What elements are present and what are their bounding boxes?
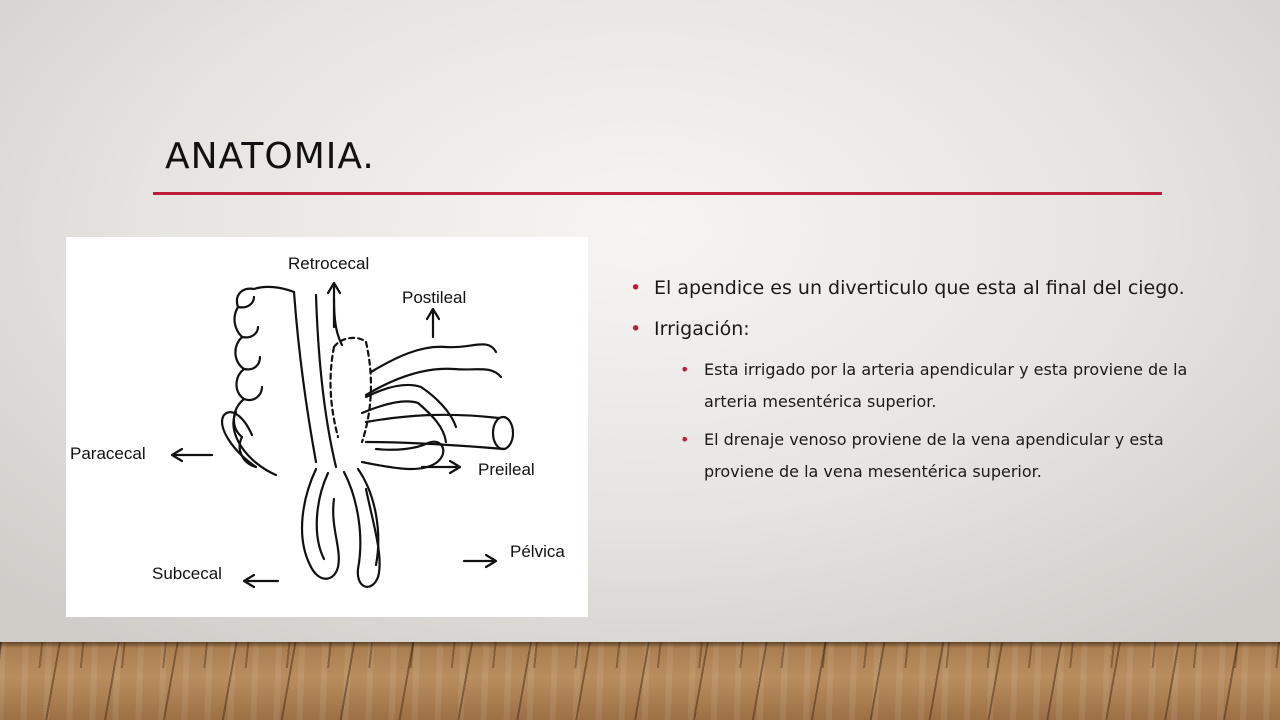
label-preileal: Preileal — [478, 460, 535, 479]
title-underline — [153, 192, 1162, 195]
content-list — [630, 272, 1190, 494]
arrow-postileal — [427, 309, 439, 337]
cecum-haustra — [238, 297, 262, 400]
sub-bullet-arteria: • Esta irrigado por la arteria apendicular y esta proviene de la arteria mesentérica superior. — [680, 354, 1190, 418]
label-pelvica: Pélvica — [510, 542, 565, 561]
label-subcecal: Subcecal — [152, 564, 222, 583]
cecum-outline — [234, 287, 294, 467]
arrow-subcecal — [244, 575, 278, 587]
ileum — [371, 344, 496, 372]
arrow-preileal — [422, 461, 460, 473]
pelvic-appendix — [344, 472, 380, 587]
label-paracecal: Paracecal — [70, 444, 146, 463]
retrocecal-appendix — [331, 342, 371, 442]
sub-bullet-vena: • El drenaje venoso proviene de la vena apendicular y esta proviene de la vena mesentérica superior. — [680, 424, 1190, 488]
arrow-paracecal — [172, 449, 212, 461]
bullet-definition: • El apendice es un diverticulo que esta al final del ciego. — [630, 272, 1190, 305]
bullet-irrigacion: • Irrigación: — [630, 313, 1190, 346]
label-retrocecal: Retrocecal — [288, 254, 370, 273]
appendix-positions-diagram — [66, 237, 588, 617]
subcecal-appendix — [302, 469, 339, 579]
slide-title: ANATOMIA. — [165, 136, 375, 177]
label-postileal: Postileal — [402, 288, 467, 307]
arrow-pelvica — [464, 555, 496, 567]
wood-floor-decoration — [0, 642, 1280, 720]
preileal-appendix — [362, 442, 443, 469]
arrow-retrocecal — [328, 283, 340, 327]
